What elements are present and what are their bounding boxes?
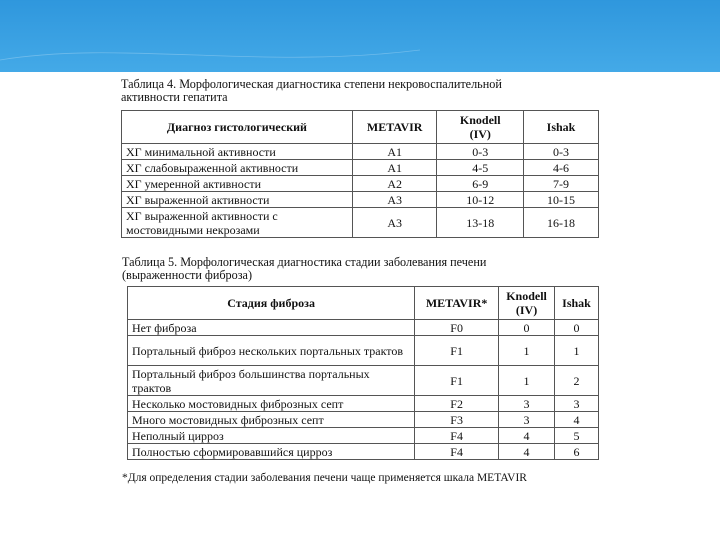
table5-cell: Много мостовидных фиброзных септ	[128, 412, 415, 428]
table5-cell: Портальный фиброз большинства портальных трактов	[128, 366, 415, 396]
table-row	[122, 192, 599, 208]
table-row	[122, 144, 599, 160]
table4-cell: A2	[352, 176, 437, 192]
table5-header-ishak: Ishak	[555, 287, 599, 320]
table5-cell: Несколько мостовидных фиброзных септ	[128, 396, 415, 412]
table5-cell: 1	[499, 366, 555, 396]
table5-cell: 0	[555, 320, 599, 336]
table5-header-stage: Стадия фиброза	[128, 287, 415, 320]
table4-cell: 13-18	[437, 208, 524, 238]
table5-cell: Неполный цирроз	[128, 428, 415, 444]
table-row	[128, 366, 599, 396]
table5-cell: F2	[415, 396, 499, 412]
table5-cell: 4	[555, 412, 599, 428]
table4-caption-line2: активности гепатита	[121, 90, 228, 104]
table4-cell: A1	[352, 160, 437, 176]
table5-header-knodell: Knodell (IV)	[499, 287, 555, 320]
table4-header-ishak: Ishak	[524, 111, 599, 144]
table5-cell: F0	[415, 320, 499, 336]
table4-cell: 4-5	[437, 160, 524, 176]
table5-caption	[122, 256, 542, 282]
table-row	[128, 428, 599, 444]
table5-header-row	[128, 287, 599, 320]
table5-caption-line2: (выраженности фиброза)	[122, 268, 253, 282]
table5-cell: Полностью сформировавшийся цирроз	[128, 444, 415, 460]
table-row	[128, 396, 599, 412]
table5-cell: 1	[499, 336, 555, 366]
table5-cell: F1	[415, 366, 499, 396]
table5-cell: F4	[415, 444, 499, 460]
table4-caption	[121, 78, 606, 104]
table5-cell: 2	[555, 366, 599, 396]
table4-cell: 10-15	[524, 192, 599, 208]
table4-cell: 6-9	[437, 176, 524, 192]
table5-cell: 0	[499, 320, 555, 336]
table4-cell: ХГ минимальной активности	[122, 144, 353, 160]
table4-cell: ХГ выраженной активности	[122, 192, 353, 208]
table4-cell: ХГ слабовыраженной активности	[122, 160, 353, 176]
table5-cell: 4	[499, 428, 555, 444]
table4-cell: A3	[352, 192, 437, 208]
table5-cell: 3	[499, 412, 555, 428]
table5-cell: 5	[555, 428, 599, 444]
table5-cell: F3	[415, 412, 499, 428]
table5-cell: F1	[415, 336, 499, 366]
table4-cell: 10-12	[437, 192, 524, 208]
table4-cell: ХГ выраженной активности с мостовидными некрозами	[122, 208, 353, 238]
table4-cell: 4-6	[524, 160, 599, 176]
table4-cell: A1	[352, 144, 437, 160]
table4-caption-line1: Таблица 4. Морфологическая диагностика степени некровоспалительной	[121, 77, 502, 91]
footnote: *Для определения стадии заболевания печени чаще применяется шкала METAVIR	[122, 472, 527, 484]
table-row	[128, 320, 599, 336]
table-row	[122, 208, 599, 238]
table5-fibrosis	[127, 286, 599, 460]
table5-cell: 3	[499, 396, 555, 412]
table5-cell: 6	[555, 444, 599, 460]
table4-cell: 0-3	[524, 144, 599, 160]
table4-cell: ХГ умеренной активности	[122, 176, 353, 192]
table4-header-knodell: Knodell (IV)	[437, 111, 524, 144]
table5-cell: Портальный фиброз нескольких портальных трактов	[128, 336, 415, 366]
table5-cell: 1	[555, 336, 599, 366]
table-row	[122, 160, 599, 176]
table4-activity	[121, 110, 599, 238]
table5-cell: 4	[499, 444, 555, 460]
table5-cell: F4	[415, 428, 499, 444]
table4-cell: 7-9	[524, 176, 599, 192]
table4-cell: A3	[352, 208, 437, 238]
table4-header-metavir: METAVIR	[352, 111, 437, 144]
table4-cell: 16-18	[524, 208, 599, 238]
table-row	[122, 176, 599, 192]
table4-cell: 0-3	[437, 144, 524, 160]
table5-cell: Нет фиброза	[128, 320, 415, 336]
table-row	[128, 412, 599, 428]
table5-header-metavir: METAVIR*	[415, 287, 499, 320]
table5-caption-line1: Таблица 5. Морфологическая диагностика стадии заболевания печени	[122, 255, 487, 269]
table4-header-diagnosis: Диагноз гистологический	[122, 111, 353, 144]
table-row	[128, 336, 599, 366]
table5-cell: 3	[555, 396, 599, 412]
table-row	[128, 444, 599, 460]
table4-header-row	[122, 111, 599, 144]
